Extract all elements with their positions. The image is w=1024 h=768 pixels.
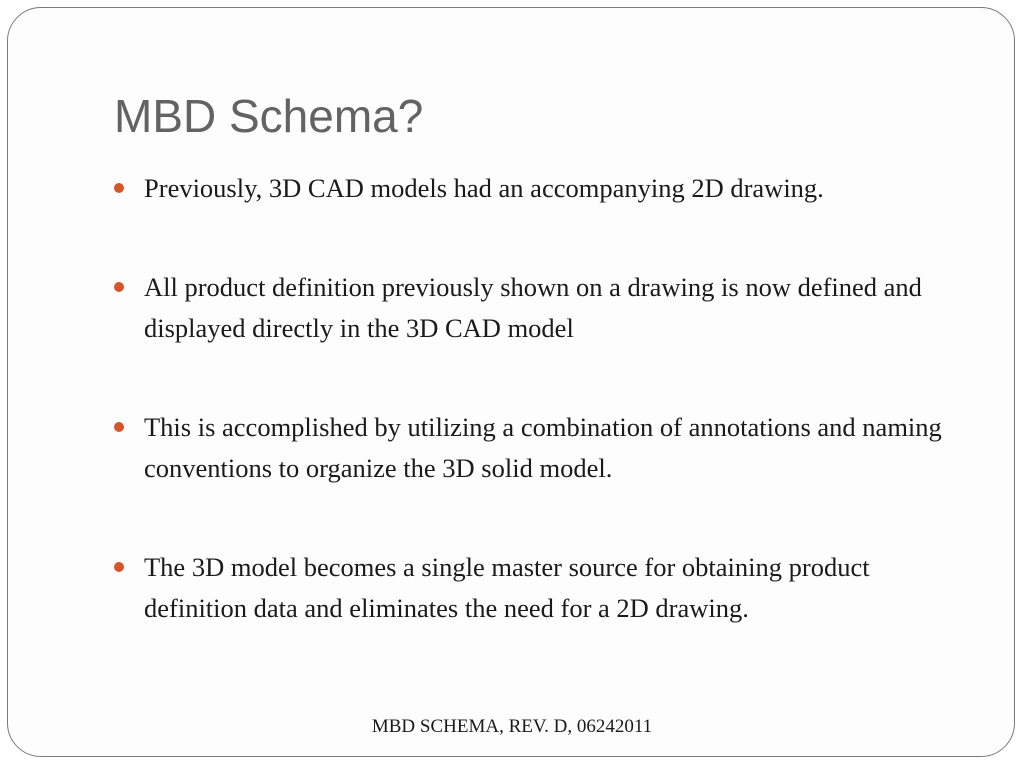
bullet-dot-icon: [114, 562, 124, 572]
bullet-text: This is accomplished by utilizing a combination of annotations and naming conventions to organize the 3D solid model.: [144, 412, 942, 483]
bullet-item: [114, 407, 974, 489]
bullet-item: [114, 267, 974, 349]
bullet-text: The 3D model becomes a single master source for obtaining product definition data and eliminates the need for a 2D drawing.: [144, 552, 870, 623]
bullet-dot-icon: [114, 422, 124, 432]
bullet-dot-icon: [114, 282, 124, 292]
bullet-text: All product definition previously shown on a drawing is now defined and displayed directly in the 3D CAD model: [144, 272, 922, 343]
bullet-item: [114, 547, 974, 629]
slide-footer: MBD SCHEMA, REV. D, 06242011: [371, 716, 653, 737]
bullet-dot-icon: [114, 183, 124, 193]
bullet-item: [114, 168, 974, 209]
slide-title: MBD Schema?: [114, 90, 424, 142]
bullet-list: [114, 168, 974, 687]
bullet-text: Previously, 3D CAD models had an accompanying 2D drawing.: [144, 173, 824, 203]
